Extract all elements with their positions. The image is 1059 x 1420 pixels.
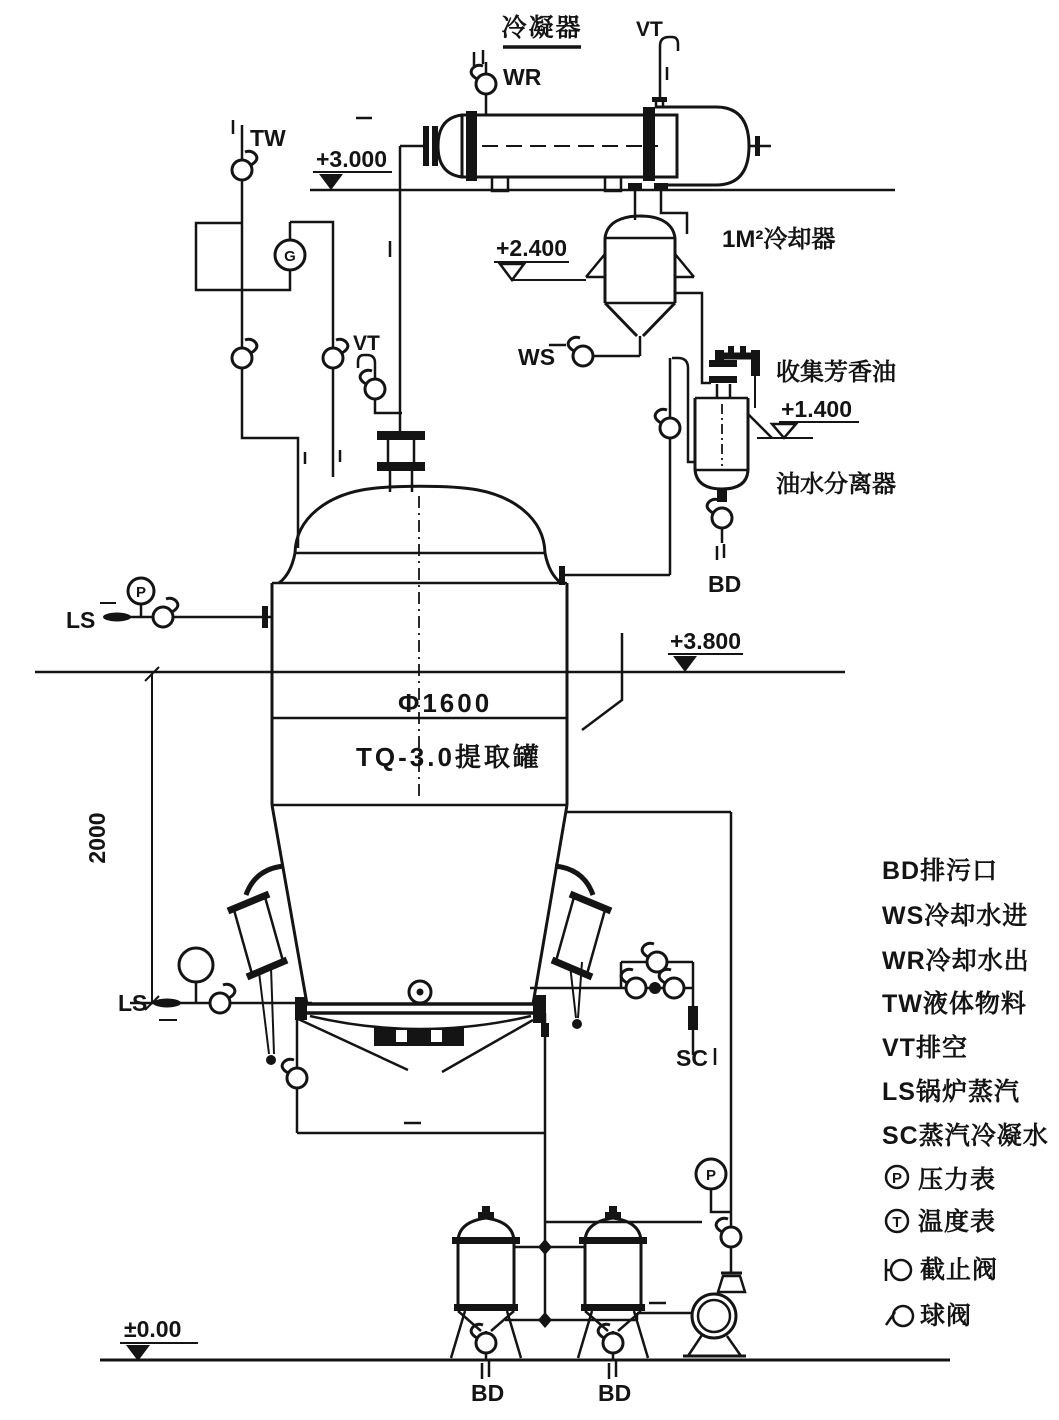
collect-oil-label: 收集芳香油 xyxy=(776,359,896,386)
cooler-label: 1M²冷却器 xyxy=(722,226,836,253)
ls-top-label: LS xyxy=(66,607,96,633)
legend-item: LS锅炉蒸汽 xyxy=(882,1078,1020,1106)
centrifugal-pump xyxy=(683,1273,746,1356)
diagram-title: 冷凝器 xyxy=(501,14,583,42)
ws-label: WS xyxy=(518,344,556,370)
filter-vessel-1 xyxy=(451,1206,521,1379)
legend-item: BD排污口 xyxy=(882,857,999,885)
condenser xyxy=(356,37,771,234)
elevation-2400-label: +2.400 xyxy=(496,235,567,261)
gauge-icon xyxy=(179,948,213,982)
tank-diameter-label: Φ1600 xyxy=(398,688,493,718)
elevation-flag-icon xyxy=(319,174,343,190)
extraction-tank xyxy=(272,431,567,1004)
pipe-node-icon xyxy=(538,1312,552,1328)
gauge-p-top-letter: P xyxy=(135,584,147,601)
dimension-2000 xyxy=(84,667,159,1010)
elevation-000-label: ±0.00 xyxy=(124,1316,182,1342)
ball-valve-icon xyxy=(153,598,178,627)
elevation-000 xyxy=(100,1316,950,1361)
bd-separator-label: BD xyxy=(708,571,742,597)
legend-item: TW液体物料 xyxy=(882,990,1027,1018)
legend-item: SC蒸汽冷凝水 xyxy=(882,1122,1049,1150)
elevation-1400-label: +1.400 xyxy=(781,396,852,422)
stop-valve-legend-icon xyxy=(886,1259,911,1281)
ball-valve-icon xyxy=(282,1059,307,1088)
separator-label: 油水分离器 xyxy=(776,471,896,498)
legend-symbol-t: T xyxy=(892,1214,902,1231)
ls-top-line xyxy=(66,578,272,633)
pipe-node-icon xyxy=(538,1239,552,1255)
legend-item: WR冷却水出 xyxy=(882,947,1030,975)
legend-item: WS冷却水进 xyxy=(882,902,1029,930)
ball-valve-icon xyxy=(360,370,385,399)
left-jacket-heater xyxy=(228,866,287,1065)
return-line xyxy=(559,358,680,585)
ball-valve-icon xyxy=(568,337,593,366)
ball-valve-icon xyxy=(707,499,732,528)
discharge-door xyxy=(295,981,549,1072)
tw-feed-line xyxy=(232,120,298,548)
circulation-line xyxy=(567,812,741,1273)
ball-valve-icon xyxy=(621,969,646,998)
cooler-vessel xyxy=(586,216,835,356)
wr-label: WR xyxy=(503,64,542,90)
ball-valve-icon xyxy=(659,969,684,998)
filter-piping xyxy=(505,1133,702,1328)
bd-filter1-label: BD xyxy=(471,1380,505,1406)
gauge-g-letter: G xyxy=(284,248,296,265)
dimension-2000-label: 2000 xyxy=(84,812,110,864)
ball-valve-legend-icon xyxy=(886,1306,913,1326)
elevation-flag-icon xyxy=(772,424,796,438)
elevation-3800-label: +3.800 xyxy=(670,628,741,654)
legend-symbol-p: P xyxy=(891,1170,903,1187)
legend-item: 温度表 xyxy=(918,1208,997,1236)
ball-valve-icon xyxy=(642,943,667,972)
elevation-1400 xyxy=(757,396,859,438)
elevation-3000 xyxy=(310,146,895,190)
legend-item: 截止阀 xyxy=(920,1256,999,1284)
vent-pipe xyxy=(660,37,678,97)
ball-valve-icon xyxy=(655,409,680,438)
legend-item: 球阀 xyxy=(920,1302,973,1330)
vt-top-label: VT xyxy=(636,18,663,41)
right-jacket-heater xyxy=(552,866,611,1029)
sc-label: SC xyxy=(676,1045,708,1071)
legend xyxy=(882,857,1049,1330)
ball-valve-icon xyxy=(210,984,235,1013)
gauge-p-pump-letter: P xyxy=(705,1167,717,1184)
filter-vessel-2 xyxy=(578,1206,648,1379)
ls-bottom-label: LS xyxy=(118,990,148,1016)
elevation-3000-label: +3.000 xyxy=(316,146,387,172)
vt-mid-label: VT xyxy=(353,332,380,355)
legend-item: 压力表 xyxy=(918,1166,997,1194)
ball-valve-icon xyxy=(232,339,257,368)
elevation-2400 xyxy=(494,235,586,280)
ball-valve-icon xyxy=(716,1218,741,1247)
ball-valve-icon xyxy=(471,65,496,94)
legend-item: VT排空 xyxy=(882,1034,968,1062)
cooler-outlet-pipe xyxy=(675,293,711,383)
tank-name-label: TQ-3.0提取罐 xyxy=(356,742,542,772)
ball-valve-icon xyxy=(323,339,348,368)
ball-valve-icon xyxy=(232,151,257,180)
tank-vent xyxy=(353,332,402,413)
tw-label: TW xyxy=(250,125,286,151)
elevation-flag-icon xyxy=(673,656,697,672)
ws-inlet xyxy=(518,337,640,370)
bd-filter2-label: BD xyxy=(598,1380,632,1406)
elevation-flag-icon xyxy=(500,264,524,280)
